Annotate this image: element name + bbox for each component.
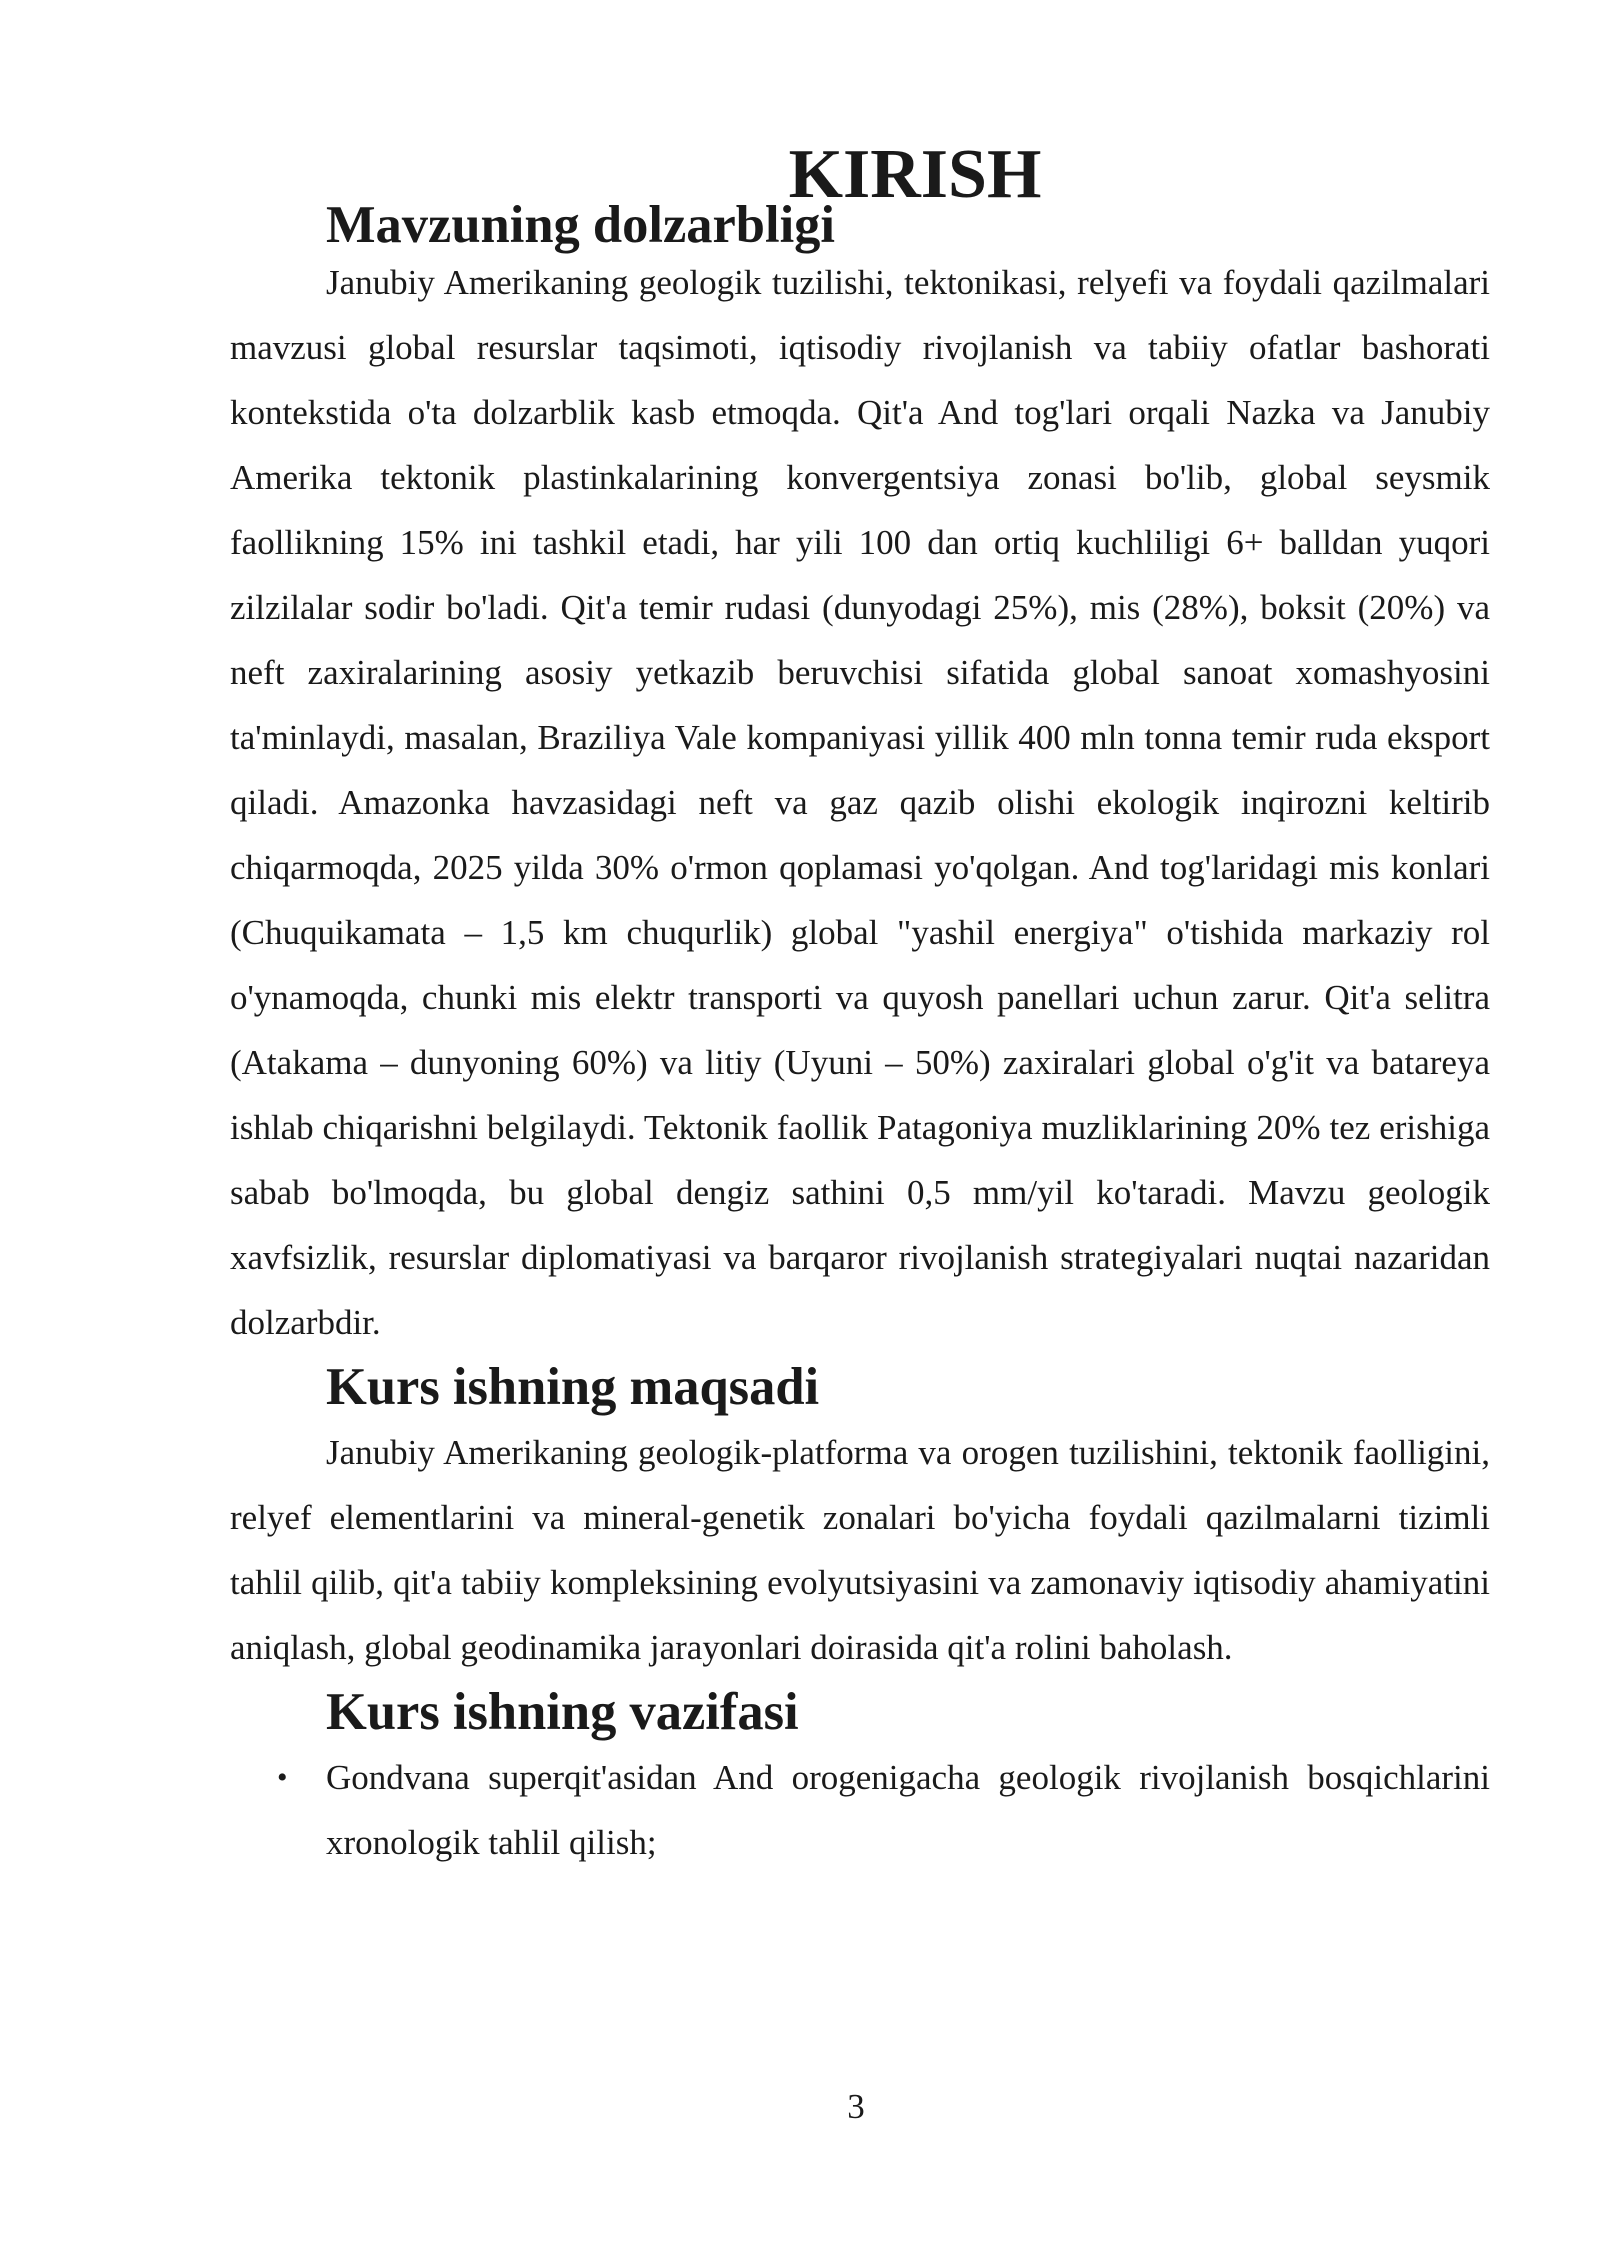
list-item-text: Gondvana superqit'asidan And orogenigacha geologik rivojlanish bosqichlarini xronologik tahlil qilish; [326,1758,1490,1862]
section-paragraph-goal: Janubiy Amerikaning geologik-platforma va orogen tuzilishini, tektonik faolligini, relyef elementlarini va mineral-genetik zonalari bo'yicha foydali qazilmalarni tizimli tahlil qilib, qit'a tabiiy kompleksining evolyutsiyasini va zamonaviy iqtisodiy ahamiyatini aniqlash, global geodinamika jarayonlari doirasida qit'a rolini baholash. [230,1433,1490,1667]
section-heading-relevance: Mavzuning dolzarbligi [326,196,836,254]
bullet-icon: • [277,1761,288,1794]
section-heading-goal: Kurs ishning maqsadi [326,1358,820,1416]
page-title: KIRISH [788,136,1042,213]
document-page [230,136,1490,1875]
task-list [230,1745,1490,1875]
section-heading-tasks: Kurs ishning vazifasi [326,1683,799,1741]
list-item [230,1745,1490,1875]
section-paragraph-relevance: Janubiy Amerikaning geologik tuzilishi, tektonikasi, relyefi va foydali qazilmalari mavzusi global resurslar taqsimoti, iqtisodiy rivojlanish va tabiiy ofatlar bashorati kontekstida o'ta dolzarblik kasb etmoqda. Qit'a And tog'lari orqali Nazka va Janubiy Amerika tektonik plastinkalarining konvergentsiya zonasi bo'lib, global seysmik faollikning 15% ini tashkil etadi, har yili 100 dan ortiq kuchliligi 6+ balldan yuqori zilzilalar sodir bo'ladi. Qit'a temir rudasi (dunyodagi 25%), mis (28%), boksit (20%) va neft zaxiralarining asosiy yetkazib beruvchisi sifatida global sanoat xomashyosini ta'minlaydi, masalan, Braziliya Vale kompaniyasi yillik 400 mln tonna temir ruda eksport qiladi. Amazonka havzasidagi neft va gaz qazib olishi ekologik inqirozni keltirib chiqarmoqda, 2025 yilda 30% o'rmon qoplamasi yo'qolgan. And tog'laridagi mis konlari (Chuquikamata – 1,5 km chuqurlik) global "yashil energiya" o'tishida markaziy rol o'ynamoqda, chunki mis elektr transporti va quyosh panellari uchun zarur. Qit'a selitra (Atakama – dunyoning 60%) va litiy (Uyuni – 50%) zaxiralari global o'g'it va batareya ishlab chiqarishni belgilaydi. Tektonik faollik Patagoniya muzliklarining 20% tez erishiga sabab bo'lmoqda, bu global dengiz sathini 0,5 mm/yil ko'taradi. Mavzu geologik xavfsizlik, resurslar diplomatiyasi va barqaror rivojlanish strategiyalari nuqtai nazaridan dolzarbdir. [230,263,1490,1342]
page-number: 3 [847,2087,865,2126]
